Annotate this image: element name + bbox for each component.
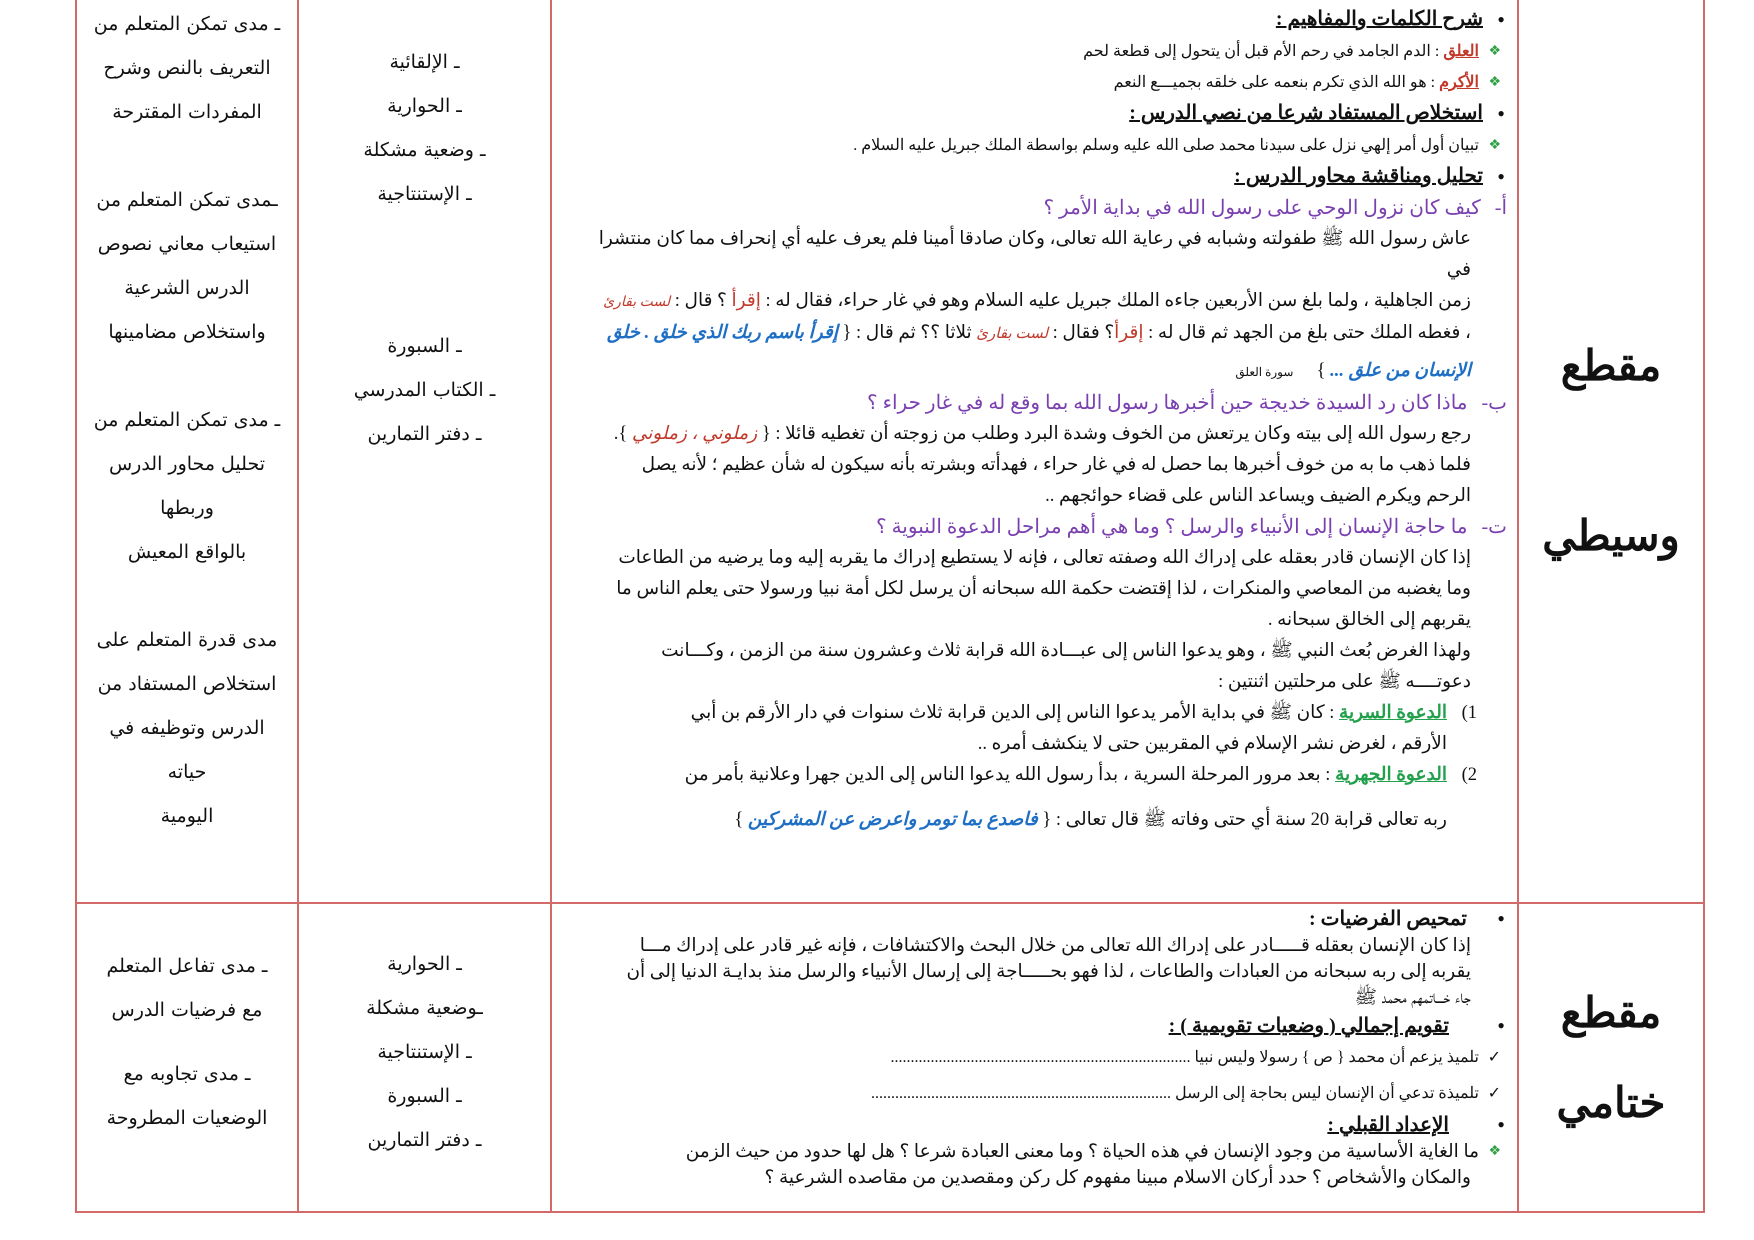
verse-text: الإنسان من علق ... xyxy=(1330,361,1471,381)
vocab-term: العلق xyxy=(1443,43,1479,60)
vocab-sep: : xyxy=(1434,43,1444,60)
verse-text: إقرأ باسم ربك الذي خلق . خلق xyxy=(606,323,838,343)
method-item: ـ الإستنتاجية xyxy=(377,183,472,205)
prep-heading: الإعداد القبلي : xyxy=(1327,1114,1449,1136)
objective-line: استخلاص المستفاد من xyxy=(97,673,277,695)
hypotheses-section xyxy=(588,906,1507,933)
objective-line: اليومية xyxy=(160,805,214,827)
lesson-table xyxy=(75,0,1705,1213)
lastu-word: لست بقارئ xyxy=(976,326,1049,342)
tool-item: ـ السبورة xyxy=(387,335,462,357)
stage-text: } xyxy=(734,810,748,830)
segment-label xyxy=(1519,904,1703,1211)
vocab-section xyxy=(588,4,1507,36)
method-item: ـ وضعية مشكلة xyxy=(363,139,486,161)
answer-3-line: ولهذا الغرض بُعث النبي ﷺ ، وهو يدعوا الناس إلى عبـــادة الله قرابة ثلاث وعشرون سنة من الزمن ، وكـــانت xyxy=(661,641,1471,661)
vocab-def: الدم الجامد في رحم الأم قبل أن يتحول إلى قطعة لحم xyxy=(1083,43,1431,60)
method-item: ـوضعية مشكلة xyxy=(366,997,483,1019)
extract-text: تبيان أول أمر إلهي نزل على سيدنا محمد صلى الله عليه وسلم بواسطة الملك جبريل عليه السلام . xyxy=(853,137,1479,154)
answer-2-line xyxy=(588,419,1507,450)
question-text: ما حاجة الإنسان إلى الأنبياء والرسل ؟ وما هي أهم مراحل الدعوة النبوية ؟ xyxy=(875,516,1468,538)
extract-heading: استخلاص المستفاد شرعا من نصي الدرس : xyxy=(1129,102,1483,124)
diamond-bullet-icon: ❖ xyxy=(1488,44,1501,59)
question-1 xyxy=(588,193,1507,224)
answer-3-line: إذا كان الإنسان قادر بعقله على إدراك الله وصفته تعالى ، فإنه لا يستطيع إدراك ما يقربه إليه وما يرضيه من الطاعات xyxy=(618,548,1471,568)
analysis-heading: تحليل ومناقشة محاور الدرس : xyxy=(1234,165,1483,187)
question-label: أ- xyxy=(1494,197,1507,219)
stage-number: 2) xyxy=(1461,765,1477,785)
lesson-content xyxy=(552,0,1517,836)
segment-cell-1 xyxy=(1519,0,1705,904)
stage-2 xyxy=(588,760,1507,791)
spacer xyxy=(91,134,283,178)
hypotheses-line: جاء خـــاتمهم محمد ﷺ xyxy=(1354,988,1471,1008)
spacer xyxy=(91,1032,283,1052)
tool-item: ـ دفتر التمارين xyxy=(367,423,482,445)
objectives-list xyxy=(77,0,297,838)
objective-line: واستخلاص مضامينها xyxy=(108,321,266,343)
question-text: كيف كان نزول الوحي على رسول الله في بداية الأمر ؟ xyxy=(1043,197,1481,219)
answer-text: ، فغطه الملك حتى بلغ من الجهد ثم قال له : xyxy=(1143,323,1471,343)
answer-text: }. xyxy=(613,424,632,444)
vocab-term: الأكرم xyxy=(1439,74,1479,91)
prep-line: والمكان والأشخاص ؟ حدد أركان الاسلام مبينا مفهوم كل ركن ومقصدين من مقاصده الشرعية ؟ xyxy=(764,1168,1471,1188)
segment-word: ختامي xyxy=(1556,1077,1666,1127)
prep-line xyxy=(588,1139,1507,1165)
method-item: ـ الإلقائية xyxy=(389,51,460,73)
answer-3-line: دعوتــــه ﷺ على مرحلتين اثنتين : xyxy=(1218,672,1471,692)
closing-content xyxy=(552,904,1517,1191)
answer-text: ؟ فقال : xyxy=(1048,323,1115,343)
objective-line: بالواقع المعيش xyxy=(127,541,247,563)
hypotheses-line: يقربه إلى ربه سبحانه من العبادات والطاعات ، لذا فهو بحـــــاجة إلى إرسال الأنبياء والرسل منذ بدايـة الدنيا إلى أن xyxy=(626,962,1471,982)
answer-text: ؟ قال : xyxy=(670,291,732,311)
hypotheses-heading: تمحيص الفرضيات : xyxy=(1309,908,1467,930)
diamond-bullet-icon: ❖ xyxy=(1488,75,1501,90)
objective-line: مع فرضيات الدرس xyxy=(111,999,263,1021)
objective-line: مدى قدرة المتعلم على xyxy=(96,629,278,651)
segment-cell-2 xyxy=(1519,904,1705,1213)
objectives-list xyxy=(77,904,297,1140)
segment-word: مقطع xyxy=(1560,341,1662,390)
tool-item: ـ الكتاب المدرسي xyxy=(353,379,496,401)
objectives-cell-2 xyxy=(75,904,299,1213)
answer-3-line: وما يغضبه من المعاصي والمنكرات ، لذا إقتضت حكمة الله سبحانه أن يرسل لكل أمة نبيا ورسولا حتى يعلم الناس ما xyxy=(616,579,1471,599)
spacer xyxy=(91,574,283,618)
answer-text: رجع رسول الله إلى بيته وكان يرتعش من الخوف وشدة البرد وطلب من زوجته أن تغطيه قائلا : { xyxy=(757,424,1471,444)
tools-cell-1 xyxy=(299,0,552,904)
vocab-sep: : xyxy=(1430,74,1440,91)
vocab-item xyxy=(588,67,1507,98)
objective-line: ـ مدى تفاعل المتعلم xyxy=(106,955,268,977)
answer-text: ثلاثا ؟؟ ثم قال : { xyxy=(837,323,977,343)
stage-1-cont: الأرقم ، لغرض نشر الإسلام في المقربين حتى لا ينكشف أمره .. xyxy=(977,734,1447,754)
evaluation-item: ✓ تلميذ يزعم أن محمد { ص } رسولا وليس نبيا ........................................................................... xyxy=(588,1040,1507,1076)
stage-2-cont xyxy=(588,805,1507,836)
zammiluni-words: زملوني ، زملوني xyxy=(631,424,758,444)
tool-item: ـ السبورة xyxy=(387,1085,462,1107)
content-cell-2 xyxy=(552,904,1519,1213)
vocab-def: هو الله الذي تكرم بنعمه على خلقه بجميـــع النعم xyxy=(1113,74,1427,91)
evaluation-item: ✓ تلميذة تدعي أن الإنسان ليس بحاجة إلى الرسل ........................................................................... xyxy=(588,1076,1507,1112)
question-2 xyxy=(588,388,1507,419)
spacer xyxy=(91,354,283,398)
objective-line: ـ مدى تجاوبه مع xyxy=(123,1063,251,1085)
hypotheses-line: إذا كان الإنسان بعقله قـــــادر على إدراك الله تعالى من خلال البحث والاكتشافات ، فإنه غير قادر على إدراك مـــا xyxy=(639,936,1471,956)
answer-text: } xyxy=(1316,361,1331,381)
answer-1-line: عاش رسول الله ﷺ طفولته وشبابه في رعاية الله تعالى، وكان صادقا أمينا فلم يعرف عليه أي إنحراف مما كان منتشرا في xyxy=(598,229,1471,280)
method-item: ـ الإستنتاجية xyxy=(377,1041,472,1063)
objective-line: المفردات المقترحة xyxy=(112,101,262,123)
question-label: ب- xyxy=(1481,392,1507,414)
iqra-word: إقرأ xyxy=(1114,323,1144,343)
question-text: ماذا كان رد السيدة خديجة حين أخبرها رسول الله بما وقع له في غار حراء ؟ xyxy=(866,392,1468,414)
surah-name: سورة العلق xyxy=(1235,365,1294,379)
answer-2-line: الرحم ويكرم الضيف ويساعد الناس على قضاء حوائجهم .. xyxy=(1045,486,1471,506)
diamond-bullet-icon: ❖ xyxy=(1488,1144,1501,1159)
stage-number: 1) xyxy=(1461,703,1477,723)
evaluation-section xyxy=(588,1013,1507,1040)
stage-text: : كان ﷺ في بداية الأمر يدعوا الناس إلى الدين قرابة ثلاث سنوات في دار الأرقم بن أبي xyxy=(690,703,1340,723)
objective-line: الوضعيات المطروحة xyxy=(106,1107,268,1129)
segment-word: مقطع xyxy=(1560,987,1662,1037)
answer-1-line xyxy=(588,286,1507,318)
vocab-item xyxy=(588,36,1507,67)
objective-line: ـمدى تمكن المتعلم من xyxy=(96,189,278,211)
question-3 xyxy=(588,512,1507,543)
tools-cell-2 xyxy=(299,904,552,1213)
objective-line: تحليل محاور الدرس وربطها xyxy=(108,453,266,519)
segment-label xyxy=(1519,0,1703,902)
methods-list xyxy=(299,904,550,1162)
stage-title: الدعوة الجهرية xyxy=(1335,765,1447,785)
answer-1-line xyxy=(588,318,1507,350)
method-item: ـ الحوارية xyxy=(387,95,462,117)
spacer xyxy=(299,216,550,324)
objective-line: ـ مدى تمكن المتعلم من xyxy=(93,409,281,431)
answer-2-line: فلما ذهب ما به من خوف أخبرها بما حصل له في غار حراء ، فهدأته وبشرته بأنه سيكون له شأن عظيم ؛ لأنه يصل xyxy=(641,455,1471,475)
answer-text: زمن الجاهلية ، ولما بلغ سن الأربعين جاءه الملك جبريل عليه السلام وهو في غار حراء، فقال له : xyxy=(760,291,1471,311)
iqra-word: إقرأ xyxy=(731,291,761,311)
stage-title: الدعوة السرية xyxy=(1339,703,1447,723)
extract-item xyxy=(588,130,1507,161)
objective-line: التعريف بالنص وشرح xyxy=(103,57,271,79)
tool-item: ـ دفتر التمارين xyxy=(367,1129,482,1151)
diamond-bullet-icon: ❖ xyxy=(1488,138,1501,153)
answer-3-line: يقربهم إلى الخالق سبحانه . xyxy=(1267,610,1471,630)
objective-line: الدرس وتوظيفه في حياته xyxy=(109,717,265,783)
objective-line: الدرس الشرعية xyxy=(124,277,250,299)
vocab-heading: شرح الكلمات والمفاهيم : xyxy=(1275,8,1483,30)
objectives-cell-1 xyxy=(75,0,299,904)
stage-1 xyxy=(588,698,1507,729)
methods-list xyxy=(299,0,550,456)
prep-text: ما الغاية الأساسية من وجود الإنسان في هذه الحياة ؟ وما معنى العبادة شرعا ؟ هل لها حدود من حيث الزمن xyxy=(685,1142,1479,1162)
method-item: ـ الحوارية xyxy=(387,953,462,975)
answer-1-line xyxy=(588,356,1507,388)
verse-text: فاصدع بما تومر واعرض عن المشركين xyxy=(747,810,1038,830)
objective-line: ـ مدى تمكن المتعلم من xyxy=(93,13,281,35)
content-cell-1 xyxy=(552,0,1519,904)
question-label: ت- xyxy=(1481,516,1507,538)
objective-line: استيعاب معاني نصوص xyxy=(97,233,277,255)
lastu-word: لست بقارئ xyxy=(603,295,671,310)
evaluation-heading: تقويم إجمالي ( وضعيات تقويمية ) : xyxy=(1168,1015,1449,1037)
extract-section xyxy=(588,98,1507,130)
stage-text: : بعد مرور المرحلة السرية ، بدأ رسول الله يدعوا الناس إلى الدين جهرا وعلانية بأمر من xyxy=(684,765,1336,785)
stage-text: ربه تعالى قرابة 20 سنة أي حتى وفاته ﷺ قال تعالى : { xyxy=(1037,810,1447,830)
segment-word: وسيطي xyxy=(1542,511,1680,560)
prep-section xyxy=(588,1112,1507,1139)
analysis-section xyxy=(588,161,1507,193)
